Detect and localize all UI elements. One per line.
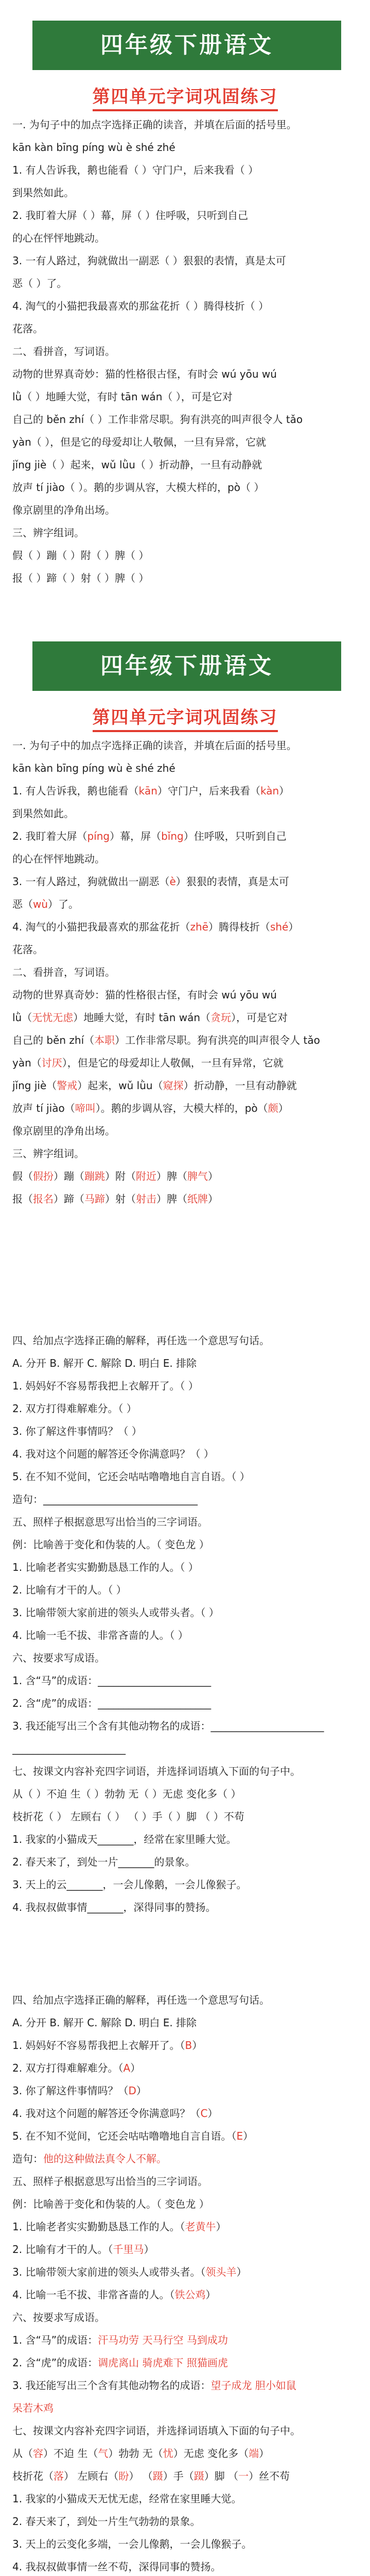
text-line: 像京剧里的净角出场。 xyxy=(12,1125,115,1137)
text-line: jǐng jiè（警戒）起来，wǔ lǜu（窥探）折动静，一旦有动静就 xyxy=(12,1079,297,1092)
text-line: 2. 含“虎”的成语：调虎离山 骑虎难下 照猫画虎 xyxy=(12,2357,228,2369)
text-line: 四、给加点字选择正确的解释，再任选一个意思写句话。 xyxy=(12,1994,270,2006)
text-line: 1. 有人告诉我，鹅也能看（kān）守门户，后来我看（kàn） xyxy=(12,785,290,797)
text-line: 五、照样子根据意思写出恰当的三字词语。 xyxy=(12,2175,208,2188)
text-line: 枝折花（ ） 左顾右（ ） （ ）手（ ）脚 （ ）不苟 xyxy=(12,1810,244,1823)
text-line: 3. 我还能写出三个含有其他动物名的成语：______________________ xyxy=(12,1720,324,1732)
text-line: 枝折花（落） 左顾右（盼） （蹑）手（蹑）脚 （一）丝不苟 xyxy=(12,2470,290,2482)
text-line: 自己的 běn zhí（本职）工作非常尽职。狗有洪亮的叫声很令人 tǎo xyxy=(12,1034,320,1046)
text-line: 4. 比喻一毛不拔、非常吝啬的人。（ ） xyxy=(12,1629,188,1641)
text-line: ______________________ xyxy=(12,1742,126,1755)
text-line: 呆若木鸡 xyxy=(12,2402,54,2414)
text-line: yàn（讨厌），但是它的母爱却让人敬佩，一旦有异常，它就 xyxy=(12,1057,284,1069)
text-line: 放声 tí jiào（啼叫）。鹅的步调从容，大模大样的，pò（颇） xyxy=(12,1102,289,1114)
text-line: 从（容）不迫 生（气）勃勃 无（忧）无虑 变化多（端） xyxy=(12,2447,270,2460)
text-line: kān kàn bīng píng wù è shé zhé xyxy=(12,762,175,774)
banner-title-2: 四年级下册语文 xyxy=(32,641,341,691)
banner-title-1: 四年级下册语文 xyxy=(32,21,341,70)
text-line: 到果然如此。 xyxy=(12,807,74,820)
text-line: 的心在怦怦地跳动。 xyxy=(12,853,105,865)
text-line: 1. 我家的小猫成天无忧无虑，经常在家里睡大觉。 xyxy=(12,2493,242,2505)
text-line: 4. 淘气的小猫把我最喜欢的那盆花折（zhē）腾得枝折（shé） xyxy=(12,921,299,933)
text-line: 造句：他的这种做法真令人不解。 xyxy=(12,2153,167,2165)
text-line: 报（ ）蹄（ ）射（ ）脾（ ） xyxy=(12,572,149,584)
text-line: 动物的世界真奇妙：猫的性格很古怪，有时会 wú yōu wú xyxy=(12,368,277,380)
text-line: 花落。 xyxy=(12,943,43,956)
text-line: 1. 妈妈好不容易帮我把上衣解开了。（B） xyxy=(12,2039,203,2052)
text-line: 一. 为句子中的加点字选择正确的读音，并填在后面的括号里。 xyxy=(12,118,297,131)
text-line: 恶（ ）了。 xyxy=(12,277,67,290)
part1-answer-block xyxy=(12,734,367,1210)
text-line: 假（ ）蹦（ ）附（ ）脾（ ） xyxy=(12,549,149,562)
text-line: 3. 比喻带领大家前进的领头人或带头者。（领头羊） xyxy=(12,2266,247,2278)
text-line: lǜ（ ）地睡大觉，有时 tān wán（ ），可是它对 xyxy=(12,391,233,403)
text-line: 造句：______________________________ xyxy=(12,1493,198,1505)
text-line: 3. 你了解这件事情吗？（ ） xyxy=(12,1425,142,1437)
text-line: 报（报名）蹄（马蹄）射（射击）脾（纸牌） xyxy=(12,1193,218,1205)
text-line: 自己的 běn zhí（ ）工作非常尽职。狗有洪亮的叫声很令人 tǎo xyxy=(12,413,303,426)
text-line: 到果然如此。 xyxy=(12,187,74,199)
text-line: 三、辨字组词。 xyxy=(12,1147,84,1160)
text-line: 3. 一有人路过，狗就做出一副恶（ ）狠狠的表情，真是太可 xyxy=(12,255,286,267)
text-line: 2. 我盯着大屏（píng）幕，屏（bǐng）住呼吸，只听到自己 xyxy=(12,830,287,842)
text-line: 七、按课文内容补充四字词语，并选择词语填入下面的句子中。 xyxy=(12,1765,301,1777)
text-line: 例：比喻善于变化和伪装的人。（ 变色龙 ） xyxy=(12,1538,209,1551)
text-line: 5. 在不知不觉间，它还会咕咕噜噜地自言自语。（E） xyxy=(12,2130,254,2142)
text-line: 1. 比喻老者实实勤勤恳恳工作的人。（老黄牛） xyxy=(12,2221,226,2233)
subtitle-1: 第四单元字词巩固练习 xyxy=(0,82,370,108)
text-line: 放声 tí jiào（ ）。鹅的步调从容，大模大样的，pò（ ） xyxy=(12,481,265,494)
text-line: 花落。 xyxy=(12,323,43,335)
text-line: 假（假扮）蹦（蹦跳）附（附近）脾（脾气） xyxy=(12,1170,218,1182)
text-line: 六、按要求写成语。 xyxy=(12,2311,105,2324)
subtitle-2: 第四单元字词巩固练习 xyxy=(0,703,370,728)
text-line: 1. 有人告诉我，鹅也能看（ ）守门户，后来我看（ ） xyxy=(12,164,259,176)
text-line: 4. 我对这个问题的解答还令你满意吗？（C） xyxy=(12,2107,218,2120)
text-line: 3. 天上的云变化多端，一会儿像鹅，一会儿像猴子。 xyxy=(12,2538,252,2550)
text-line: 二、看拼音，写词语。 xyxy=(12,345,115,358)
text-line: 2. 双方打得难解难分。（ ） xyxy=(12,1402,137,1415)
text-line: 4. 我对这个问题的解答还令你满意吗？（ ） xyxy=(12,1448,214,1460)
text-line: 4. 淘气的小猫把我最喜欢的那盆花折（ ）腾得枝折（ ） xyxy=(12,300,269,312)
text-line: 例：比喻善于变化和伪装的人。（ 变色龙 ） xyxy=(12,2198,209,2210)
text-line: 1. 比喻老者实实勤勤恳恳工作的人。（ ） xyxy=(12,1561,199,1573)
text-line: 2. 比喻有才干的人。（ ） xyxy=(12,1584,127,1596)
part2-blank-block xyxy=(12,1329,367,1919)
text-line: 1. 含“马”的成语：汗马功劳 天马行空 马到成功 xyxy=(12,2334,228,2346)
text-line: 1. 含“马”的成语：______________________ xyxy=(12,1674,212,1687)
text-line: 5. 在不知不觉间，它还会咕咕噜噜地自言自语。（ ） xyxy=(12,1470,250,1483)
text-line: 恶（wù）了。 xyxy=(12,898,79,910)
text-line: 3. 一有人路过，狗就做出一副恶（è）狠狠的表情，真是太可 xyxy=(12,875,289,888)
text-line: A. 分开 B. 解开 C. 解除 D. 明白 E. 排除 xyxy=(12,2016,197,2029)
text-line: 七、按课文内容补充四字词语，并选择词语填入下面的句子中。 xyxy=(12,2425,301,2437)
text-line: 3. 天上的云_______，一会儿像鹅，一会儿像猴子。 xyxy=(12,1878,247,1891)
text-line: 的心在怦怦地跳动。 xyxy=(12,232,105,244)
text-line: 2. 比喻有才干的人。（千里马） xyxy=(12,2243,154,2256)
text-line: 1. 我家的小猫成天_______，经常在家里睡大觉。 xyxy=(12,1833,237,1845)
text-line: yàn（ ），但是它的母爱却让人敬佩，一旦有异常，它就 xyxy=(12,436,267,448)
text-line: 动物的世界真奇妙：猫的性格很古怪，有时会 wú yōu wú xyxy=(12,989,277,1001)
text-line: 一. 为句子中的加点字选择正确的读音，并填在后面的括号里。 xyxy=(12,739,297,752)
text-line: 4. 我叔叔做事情一丝不苟，深得同事的赞扬。 xyxy=(12,2561,221,2573)
text-line: 2. 我盯着大屏（ ）幕，屏（ ）住呼吸，只听到自己 xyxy=(12,209,249,222)
text-line: 2. 含“虎”的成语：______________________ xyxy=(12,1697,212,1709)
part2-answer-block xyxy=(12,1989,367,2576)
text-line: 四、给加点字选择正确的解释，再任选一个意思写句话。 xyxy=(12,1334,270,1347)
text-line: 像京剧里的净角出场。 xyxy=(12,504,115,516)
text-line: 从（ ）不迫 生（ ）勃勃 无（ ）无虑 变化多（ ） xyxy=(12,1788,241,1800)
text-line: A. 分开 B. 解开 C. 解除 D. 明白 E. 排除 xyxy=(12,1357,197,1369)
text-line: 4. 比喻一毛不拔、非常吝啬的人。（铁公鸡） xyxy=(12,2289,216,2301)
text-line: 2. 春天来了，到处一片生气勃勃的景象。 xyxy=(12,2515,201,2528)
text-line: 三、辨字组词。 xyxy=(12,527,84,539)
text-line: 3. 比喻带领大家前进的领头人或带头者。（ ） xyxy=(12,1606,219,1619)
text-line: 五、照样子根据意思写出恰当的三字词语。 xyxy=(12,1516,208,1528)
part1-blank-block xyxy=(12,113,367,589)
text-line: lǜ（无忧无虑）地睡大觉，有时 tān wán（贪玩），可是它对 xyxy=(12,1011,288,1024)
text-line: 2. 双方打得难解难分。（A） xyxy=(12,2062,141,2074)
text-line: 4. 我叔叔做事情_______，深得同事的赞扬。 xyxy=(12,1901,216,1913)
text-line: 二、看拼音，写词语。 xyxy=(12,966,115,978)
text-line: 2. 春天来了，到处一片_______的景象。 xyxy=(12,1856,196,1868)
text-line: kān kàn bīng píng wù è shé zhé xyxy=(12,141,175,154)
text-line: 3. 我还能写出三个含有其他动物名的成语：望子成龙 胆小如鼠 xyxy=(12,2379,296,2392)
text-line: jǐng jiè（ ）起来，wǔ lǜu（ ）折动静，一旦有动静就 xyxy=(12,459,262,471)
text-line: 1. 妈妈好不容易帮我把上衣解开了。（ ） xyxy=(12,1380,199,1392)
text-line: 3. 你了解这件事情吗？（D） xyxy=(12,2084,147,2097)
text-line: 六、按要求写成语。 xyxy=(12,1652,105,1664)
